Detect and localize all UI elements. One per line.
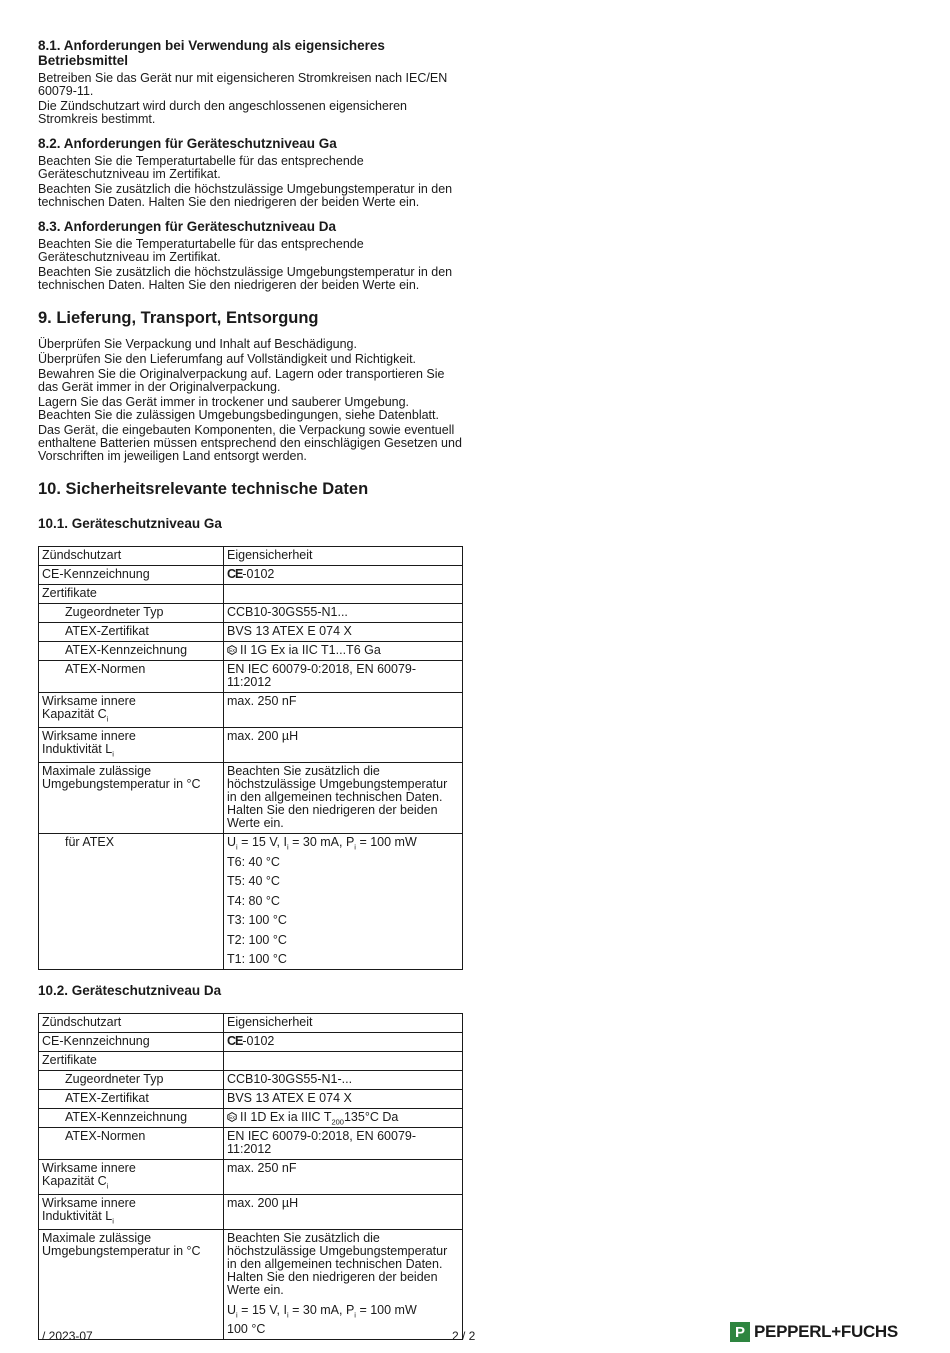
subscript: i <box>286 842 289 852</box>
temp-class: T4: 80 °C <box>227 893 280 908</box>
row-value <box>224 1052 463 1071</box>
row-value: EN IEC 60079-0:2018, EN 60079-11:2012 <box>224 1128 463 1160</box>
table-row <box>39 604 463 623</box>
section-8-1 <box>38 38 463 126</box>
ce-mark-icon: CE <box>227 567 243 581</box>
key-line: Wirksame innere <box>42 1196 136 1210</box>
row-key: Zertifikate <box>39 585 224 604</box>
table-row <box>39 763 463 834</box>
table-1-title: 10.1. Geräteschutzniveau Ga <box>38 516 222 531</box>
section-8-2 <box>38 136 463 209</box>
row-value: max. 250 nF <box>224 693 463 728</box>
p-value: = 100 mW <box>355 835 417 849</box>
table-row <box>39 1230 463 1340</box>
section-8-3-p1: Beachten Sie die Temperaturtabelle für das entsprechende Geräteschutzniveau im Zertifikat. <box>38 237 364 264</box>
table-row <box>39 1195 463 1230</box>
subscript: 200 <box>331 1117 344 1127</box>
subscript: i <box>236 842 238 852</box>
temp-class: T2: 100 °C <box>227 932 287 947</box>
key-line: Induktivität L <box>42 1209 113 1223</box>
subscript: i <box>236 1310 238 1319</box>
row-key: CE-Kennzeichnung <box>39 566 224 585</box>
table-row <box>39 728 463 763</box>
section-8-3-p2: Beachten Sie zusätzlich die höchstzulässige Umgebungstemperatur in den technischen Daten. Halten Sie den niedrigeren der beiden Werte ein. <box>38 265 453 292</box>
row-key <box>39 728 224 763</box>
section-9-title: 9. Lieferung, Transport, Entsorgung <box>38 309 319 327</box>
key-line: Kapazität C <box>42 1174 107 1188</box>
table-row <box>39 834 463 970</box>
row-key <box>39 693 224 728</box>
row-value <box>224 1033 463 1052</box>
section-8-3-title: 8.3. Anforderungen für Geräteschutzniveau Da <box>38 219 337 234</box>
footer-page-number: 2 / 2 <box>452 1329 476 1343</box>
row-key: ATEX-Normen <box>39 1128 224 1160</box>
i-value: = 30 mA, <box>288 1302 346 1317</box>
subscript: i <box>286 1310 289 1319</box>
row-value <box>224 1109 463 1128</box>
section-8-2-p1: Beachten Sie die Temperaturtabelle für das entsprechende Geräteschutzniveau im Zertifikat. <box>38 154 364 181</box>
row-value <box>224 566 463 585</box>
key-line: Wirksame innere <box>42 694 136 708</box>
logo-text: PEPPERL+FUCHS <box>754 1322 898 1341</box>
p-symbol: P <box>345 835 355 849</box>
row-value: EN IEC 60079-0:2018, EN 60079-11:2012 <box>224 661 463 693</box>
key-line: Wirksame innere <box>42 729 136 743</box>
section-9 <box>38 309 463 463</box>
i-symbol: I <box>283 1302 287 1317</box>
row-value: Eigensicherheit <box>224 1014 463 1033</box>
footer-date: / 2023-07 <box>42 1329 93 1343</box>
subscript: i <box>106 1181 109 1191</box>
section-9-p4: Lagern Sie das Gerät immer in trockener und sauberer Umgebung. Beachten Sie die zulässigen Umgebungsbedingungen, siehe Datenblatt. <box>38 395 439 422</box>
row-value: max. 200 µH <box>224 728 463 763</box>
row-key: Zündschutzart <box>39 1014 224 1033</box>
subscript: i <box>106 714 109 724</box>
section-8-1-p2: Die Zündschutzart wird durch den angeschlossenen eigensicheren Stromkreis bestimmt. <box>38 99 407 126</box>
section-9-p1: Überprüfen Sie Verpackung und Inhalt auf Beschädigung. <box>38 337 357 351</box>
i-symbol: I <box>283 835 287 849</box>
document-column <box>38 38 463 1340</box>
ce-number: -0102 <box>242 1034 275 1048</box>
row-value: CCB10-30GS55-N1-... <box>224 1071 463 1090</box>
temp-value: 100 °C <box>227 1322 266 1336</box>
row-value: CCB10-30GS55-N1... <box>224 604 463 623</box>
row-key: ATEX-Zertifikat <box>39 623 224 642</box>
section-8-3 <box>38 219 463 292</box>
table-row <box>39 1090 463 1109</box>
key-line: Induktivität L <box>42 742 113 756</box>
subscript: i <box>112 749 114 759</box>
table-da <box>38 1013 463 1340</box>
atex-marking: II 1G Ex ia IIC T1...T6 Ga <box>240 643 381 657</box>
table-row <box>39 585 463 604</box>
ce-number: -0102 <box>242 567 275 581</box>
row-value: BVS 13 ATEX E 074 X <box>224 623 463 642</box>
temp-class: T3: 100 °C <box>227 913 287 927</box>
row-key: Maximale zulässige Umgebungstemperatur in °C <box>39 763 224 834</box>
row-key: CE-Kennzeichnung <box>39 1033 224 1052</box>
table-row <box>39 566 463 585</box>
i-value: = 30 mA, <box>288 835 346 849</box>
row-value <box>224 834 463 970</box>
row-key: ATEX-Normen <box>39 661 224 693</box>
table-row <box>39 1128 463 1160</box>
row-key: Zugeordneter Typ <box>39 1071 224 1090</box>
table-row <box>39 1109 463 1128</box>
row-value: Beachten Sie zusätzlich die höchstzulässige Umgebungstemperatur in den allgemeinen technischen Daten. Halten Sie den niedrigeren der beiden Werte ein. <box>224 763 463 834</box>
electrical-values <box>227 835 459 852</box>
u-symbol: U <box>227 835 237 849</box>
row-key: Zündschutzart <box>39 547 224 566</box>
row-value <box>224 585 463 604</box>
section-10-title: 10. Sicherheitsrelevante technische Daten <box>38 480 369 498</box>
section-9-p3: Bewahren Sie die Originalverpackung auf. Lagern oder transportieren Sie das Gerät immer in der Originalverpackung. <box>38 367 445 394</box>
svg-text:Ex: Ex <box>229 1115 235 1121</box>
table-row <box>39 1160 463 1195</box>
p-value: = 100 mW <box>355 1302 417 1317</box>
row-key: ATEX-Kennzeichnung <box>39 1109 224 1128</box>
u-value: = 15 V, <box>237 835 284 849</box>
table-row <box>39 1014 463 1033</box>
table-row <box>39 547 463 566</box>
row-value: Eigensicherheit <box>224 547 463 566</box>
subscript: i <box>354 1310 356 1319</box>
row-value: BVS 13 ATEX E 074 X <box>224 1090 463 1109</box>
ex-hexagon-icon <box>227 645 237 655</box>
section-8-1-title: 8.1. Anforderungen bei Verwendung als eigensicheres Betriebsmittel <box>38 38 385 68</box>
row-key: ATEX-Kennzeichnung <box>39 642 224 661</box>
electrical-values <box>227 1304 459 1317</box>
temp-class: T5: 40 °C <box>227 874 280 888</box>
row-key <box>39 1160 224 1195</box>
section-8-1-p1: Betreiben Sie das Gerät nur mit eigensicheren Stromkreisen nach IEC/EN 60079-11. <box>38 71 448 98</box>
u-symbol: U <box>227 1302 237 1317</box>
table-2-title: 10.2. Geräteschutzniveau Da <box>38 983 222 998</box>
svg-text:Ex: Ex <box>229 648 235 654</box>
ce-mark-icon: CE <box>227 1034 243 1048</box>
row-value: max. 200 µH <box>224 1195 463 1230</box>
table-row <box>39 1033 463 1052</box>
pf-logo-icon: P <box>730 1322 750 1342</box>
table-row <box>39 661 463 693</box>
row-value <box>224 642 463 661</box>
p-symbol: P <box>345 1302 355 1317</box>
atex-marking: II 1D Ex ia IIIC T <box>240 1110 332 1124</box>
brand-logo <box>730 1322 898 1342</box>
row-key: ATEX-Zertifikat <box>39 1090 224 1109</box>
table-row <box>39 1071 463 1090</box>
table-row <box>39 1052 463 1071</box>
key-line: Kapazität C <box>42 707 107 721</box>
key-line: Wirksame innere <box>42 1161 136 1175</box>
section-8-2-p2: Beachten Sie zusätzlich die höchstzulässige Umgebungstemperatur in den technischen Daten. Halten Sie den niedrigeren der beiden Werte ein. <box>38 182 453 209</box>
row-key <box>39 1195 224 1230</box>
table-row <box>39 693 463 728</box>
row-key: für ATEX <box>39 834 224 970</box>
table-row <box>39 642 463 661</box>
section-8-2-title: 8.2. Anforderungen für Geräteschutzniveau Ga <box>38 136 337 151</box>
row-value <box>224 1230 463 1340</box>
table-row <box>39 623 463 642</box>
temp-class: T1: 100 °C <box>227 952 287 966</box>
u-value: = 15 V, <box>237 1302 284 1317</box>
ex-hexagon-icon <box>227 1112 237 1122</box>
atex-marking-suffix: 135°C Da <box>343 1110 399 1124</box>
row-value: max. 250 nF <box>224 1160 463 1195</box>
section-9-p5: Das Gerät, die eingebauten Komponenten, die Verpackung sowie eventuell enthaltene Batterien müssen entsprechend den einschlägigen Gesetzen und Vorschriften im jeweiligen Land entsorgt werden. <box>38 423 462 463</box>
row-key: Maximale zulässige Umgebungstemperatur in °C <box>39 1230 224 1340</box>
row-key: Zertifikate <box>39 1052 224 1071</box>
subscript: i <box>354 842 356 852</box>
subscript: i <box>112 1216 114 1226</box>
table-ga <box>38 546 463 970</box>
section-9-p2: Überprüfen Sie den Lieferumfang auf Vollständigkeit und Richtigkeit. <box>38 352 417 366</box>
max-temp-note: Beachten Sie zusätzlich die höchstzulässige Umgebungstemperatur in den allgemeinen technischen Daten. Halten Sie den niedrigeren der beiden Werte ein. <box>227 1231 448 1297</box>
temp-class: T6: 40 °C <box>227 854 280 869</box>
row-key: Zugeordneter Typ <box>39 604 224 623</box>
